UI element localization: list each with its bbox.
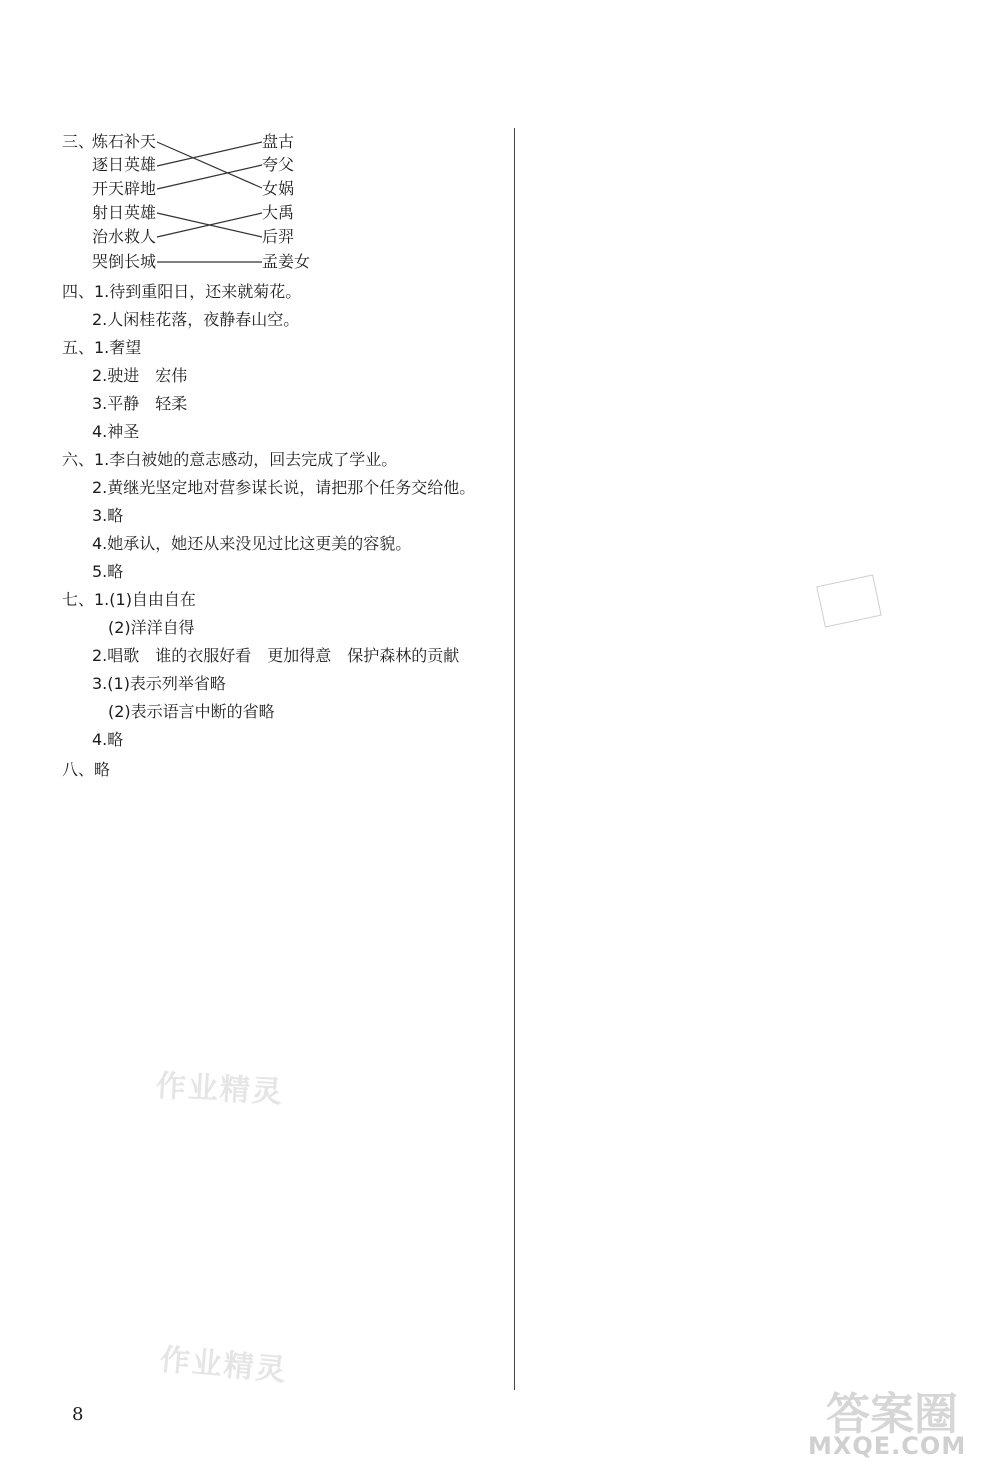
answer-line: 四、1.待到重阳日，还来就菊花。 bbox=[62, 282, 302, 301]
match-left-item: 哭倒长城 bbox=[92, 252, 157, 271]
match-left-item: 开天辟地 bbox=[92, 179, 157, 198]
watermark-corner: 答案圈 bbox=[826, 1389, 958, 1440]
match-line bbox=[157, 165, 262, 189]
column-divider bbox=[514, 128, 515, 1390]
match-right-item: 大禹 bbox=[262, 203, 295, 222]
match-right-item: 女娲 bbox=[262, 179, 295, 198]
match-right-item: 盘古 bbox=[262, 132, 295, 151]
page-number: 8 bbox=[72, 1404, 84, 1425]
match-left-item: 射日英雄 bbox=[92, 203, 157, 222]
answer-line: 八、略 bbox=[62, 760, 111, 779]
answer-line: 3.(1)表示列举省略 bbox=[92, 674, 226, 693]
match-line bbox=[157, 213, 262, 237]
answer-line: 六、1.李白被她的意志感动，回去完成了学业。 bbox=[62, 450, 398, 469]
match-right-item: 夸父 bbox=[262, 155, 295, 174]
match-line bbox=[157, 142, 262, 188]
answer-line: (2)洋洋自得 bbox=[108, 618, 195, 637]
match-line bbox=[157, 142, 262, 166]
answer-line: 五、1.奢望 bbox=[62, 338, 142, 357]
answer-line: 2.唱歌 谁的衣服好看 更加得意 保护森林的贡献 bbox=[92, 646, 460, 665]
match-left-item: 逐日英雄 bbox=[92, 155, 157, 174]
answer-line: 2.驶进 宏伟 bbox=[92, 366, 188, 385]
answer-line: 2.人闲桂花落，夜静春山空。 bbox=[92, 310, 300, 329]
answer-line: (2)表示语言中断的省略 bbox=[108, 702, 275, 721]
answer-line: 3.平静 轻柔 bbox=[92, 394, 188, 413]
match-right-item: 后羿 bbox=[262, 227, 295, 246]
section-3-label: 三、 bbox=[62, 132, 95, 151]
watermark-low: 作业精灵 bbox=[158, 1342, 289, 1389]
answer-line: 2.黄继光坚定地对营参谋长说，请把那个任务交给他。 bbox=[92, 478, 476, 497]
answer-line: 3.略 bbox=[92, 506, 124, 525]
match-left-item: 治水救人 bbox=[92, 227, 157, 246]
answer-line: 5.略 bbox=[92, 562, 124, 581]
watermark-mid: 作业精灵 bbox=[154, 1068, 285, 1111]
answer-line: 4.略 bbox=[92, 730, 124, 749]
answer-line: 4.神圣 bbox=[92, 422, 140, 441]
watermark-url: MXQE.COM bbox=[808, 1432, 967, 1460]
answer-line: 4.她承认，她还从来没见过比这更美的容貌。 bbox=[92, 534, 412, 553]
match-right-item: 孟姜女 bbox=[262, 252, 311, 271]
answer-line: 七、1.(1)自由自在 bbox=[62, 590, 196, 609]
stamp-mark bbox=[816, 574, 881, 627]
match-left-item: 炼石补天 bbox=[92, 132, 157, 151]
match-line bbox=[157, 213, 262, 237]
